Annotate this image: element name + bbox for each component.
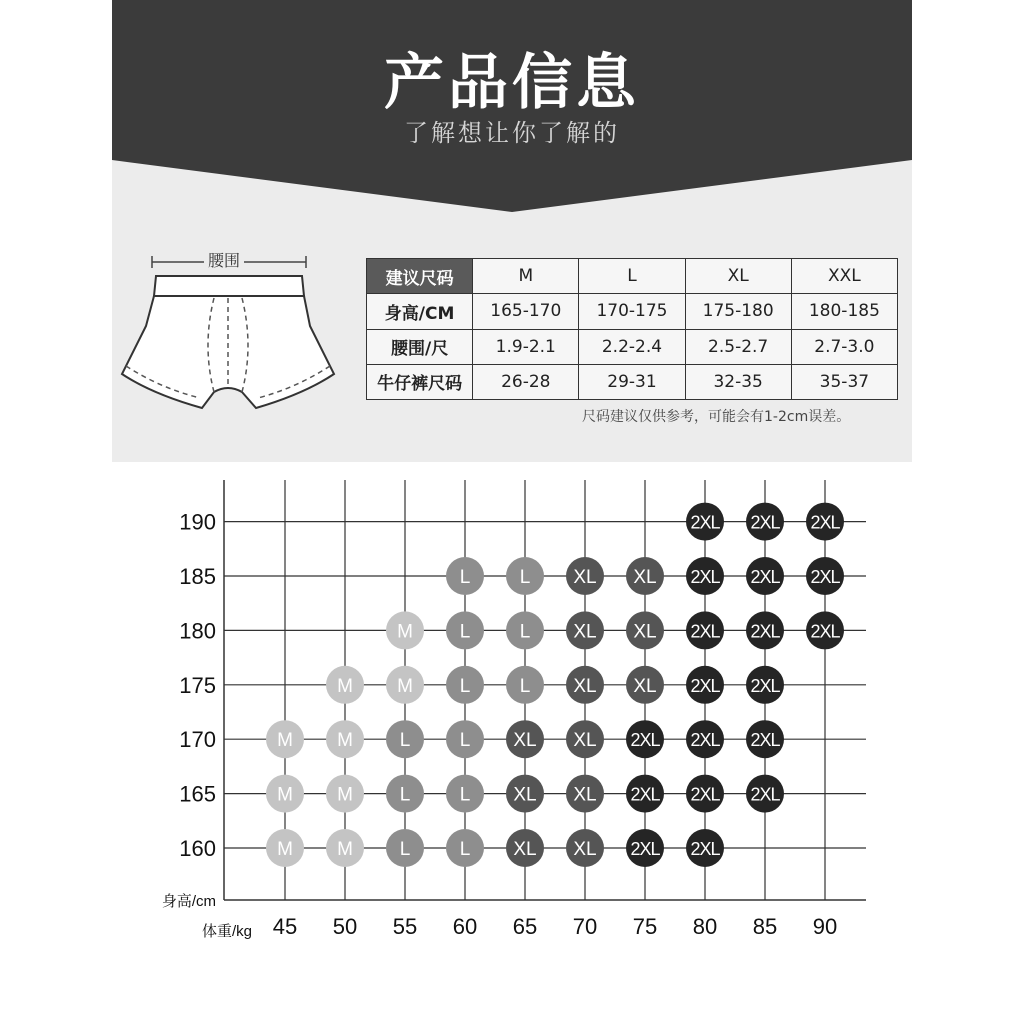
size-marker-label: L xyxy=(459,621,471,643)
size-marker-label: XL xyxy=(513,839,537,860)
size-marker-label: M xyxy=(397,675,413,697)
x-tick-label: 90 xyxy=(812,914,838,939)
table-cell: 180-185 xyxy=(791,294,897,329)
product-info-panel xyxy=(112,0,912,462)
size-table xyxy=(366,258,898,400)
table-cell: 170-175 xyxy=(579,294,685,329)
table-cell: 32-35 xyxy=(685,364,791,399)
size-marker-label: L xyxy=(459,839,471,860)
page-title: 产品信息 xyxy=(384,48,640,118)
y-tick-label: 170 xyxy=(179,727,216,753)
size-marker-label: M xyxy=(277,730,293,752)
table-row xyxy=(367,294,898,329)
x-tick-label: 55 xyxy=(392,914,418,939)
size-marker-label: 2XL xyxy=(810,621,840,642)
size-marker-label: L xyxy=(399,839,411,860)
x-tick-label: 70 xyxy=(572,914,598,939)
size-marker-label: XL xyxy=(573,784,597,806)
size-marker-label: L xyxy=(519,621,531,643)
size-marker-label: M xyxy=(397,621,413,643)
size-marker-label: L xyxy=(459,730,471,752)
size-chart xyxy=(0,462,1024,1024)
table-cell: 26-28 xyxy=(473,364,579,399)
size-marker-label: XL xyxy=(513,730,537,752)
table-cell: 2.5-2.7 xyxy=(685,329,791,364)
size-marker-label: XL xyxy=(633,621,657,643)
size-marker-label: 2XL xyxy=(750,567,780,587)
size-marker-label: M xyxy=(277,839,293,860)
page-subtitle: 了解想让你了解的 xyxy=(404,119,620,147)
size-marker-label: 2XL xyxy=(750,675,780,696)
size-marker-label: 2XL xyxy=(690,839,720,859)
size-marker-label: XL xyxy=(633,567,657,588)
y-tick-label: 175 xyxy=(179,672,216,698)
table-cell: 35-37 xyxy=(791,364,897,399)
size-marker-label: 2XL xyxy=(690,621,720,642)
size-marker-label: 2XL xyxy=(630,730,660,751)
table-row xyxy=(367,364,898,399)
size-table-note: 尺码建议仅供参考，可能会有1-2cm误差。 xyxy=(582,409,851,425)
brief-diagram-icon xyxy=(116,246,336,421)
size-marker-label: M xyxy=(337,784,353,806)
table-cell: 1.9-2.1 xyxy=(473,329,579,364)
row-label-height: 身高/CM xyxy=(367,294,473,329)
size-marker-label: 2XL xyxy=(810,567,840,587)
size-marker-label: 2XL xyxy=(690,730,720,751)
table-cell: 2.2-2.4 xyxy=(579,329,685,364)
size-marker-label: 2XL xyxy=(690,512,720,533)
size-marker-label: 2XL xyxy=(630,784,660,805)
size-marker-label: L xyxy=(459,784,471,806)
size-marker-label: XL xyxy=(573,567,597,588)
size-marker-label: 2XL xyxy=(690,567,720,587)
table-cell: 2.7-3.0 xyxy=(791,329,897,364)
waist-label: 腰围 xyxy=(204,250,244,272)
size-marker-label: XL xyxy=(573,675,597,697)
y-tick-label: 160 xyxy=(179,836,216,861)
size-marker-label: 2XL xyxy=(750,512,780,533)
size-marker-label: L xyxy=(519,675,531,697)
row-label-jeans: 牛仔裤尺码 xyxy=(367,364,473,399)
size-header-xxl: XXL xyxy=(791,259,897,294)
size-header-m: M xyxy=(473,259,579,294)
y-tick-label: 185 xyxy=(179,564,216,589)
size-marker-label: 2XL xyxy=(750,621,780,642)
size-marker-label: 2XL xyxy=(750,730,780,751)
size-marker-label: 2XL xyxy=(630,839,660,859)
size-marker-label: L xyxy=(459,567,471,588)
row-label-waist: 腰围/尺 xyxy=(367,329,473,364)
x-tick-label: 85 xyxy=(752,914,778,939)
size-marker-label: XL xyxy=(573,839,597,860)
size-marker-label: M xyxy=(337,730,353,752)
table-cell: 29-31 xyxy=(579,364,685,399)
size-marker-label: L xyxy=(519,567,531,588)
table-cell: 175-180 xyxy=(685,294,791,329)
table-row xyxy=(367,329,898,364)
x-tick-label: 50 xyxy=(332,914,358,939)
y-tick-label: 165 xyxy=(179,781,216,807)
y-axis-label: 身高/cm xyxy=(161,893,216,910)
size-header-xl: XL xyxy=(685,259,791,294)
size-marker-label: XL xyxy=(513,784,537,806)
size-header-l: L xyxy=(579,259,685,294)
size-marker-label: 2XL xyxy=(690,784,720,805)
size-marker-label: 2XL xyxy=(810,512,840,533)
size-marker-label: M xyxy=(337,675,353,697)
x-tick-label: 80 xyxy=(692,914,718,939)
y-tick-label: 190 xyxy=(179,509,216,535)
table-cell: 165-170 xyxy=(473,294,579,329)
x-tick-label: 45 xyxy=(272,914,298,939)
size-marker-label: XL xyxy=(573,621,597,643)
size-marker-label: 2XL xyxy=(690,675,720,696)
size-marker-label: 2XL xyxy=(750,784,780,805)
waistband xyxy=(154,276,304,296)
size-table-corner: 建议尺码 xyxy=(367,259,473,294)
x-axis-label: 体重/kg xyxy=(201,923,252,940)
x-tick-label: 65 xyxy=(512,914,538,939)
x-tick-label: 60 xyxy=(452,914,478,939)
size-marker-label: L xyxy=(459,675,471,697)
size-marker-label: M xyxy=(337,839,353,860)
x-tick-label: 75 xyxy=(632,914,658,939)
size-marker-label: XL xyxy=(633,675,657,697)
size-marker-label: L xyxy=(399,730,411,752)
size-table-header-row xyxy=(367,259,898,294)
y-tick-label: 180 xyxy=(179,618,216,644)
size-marker-label: M xyxy=(277,784,293,806)
size-marker-label: L xyxy=(399,784,411,806)
size-marker-label: XL xyxy=(573,730,597,752)
